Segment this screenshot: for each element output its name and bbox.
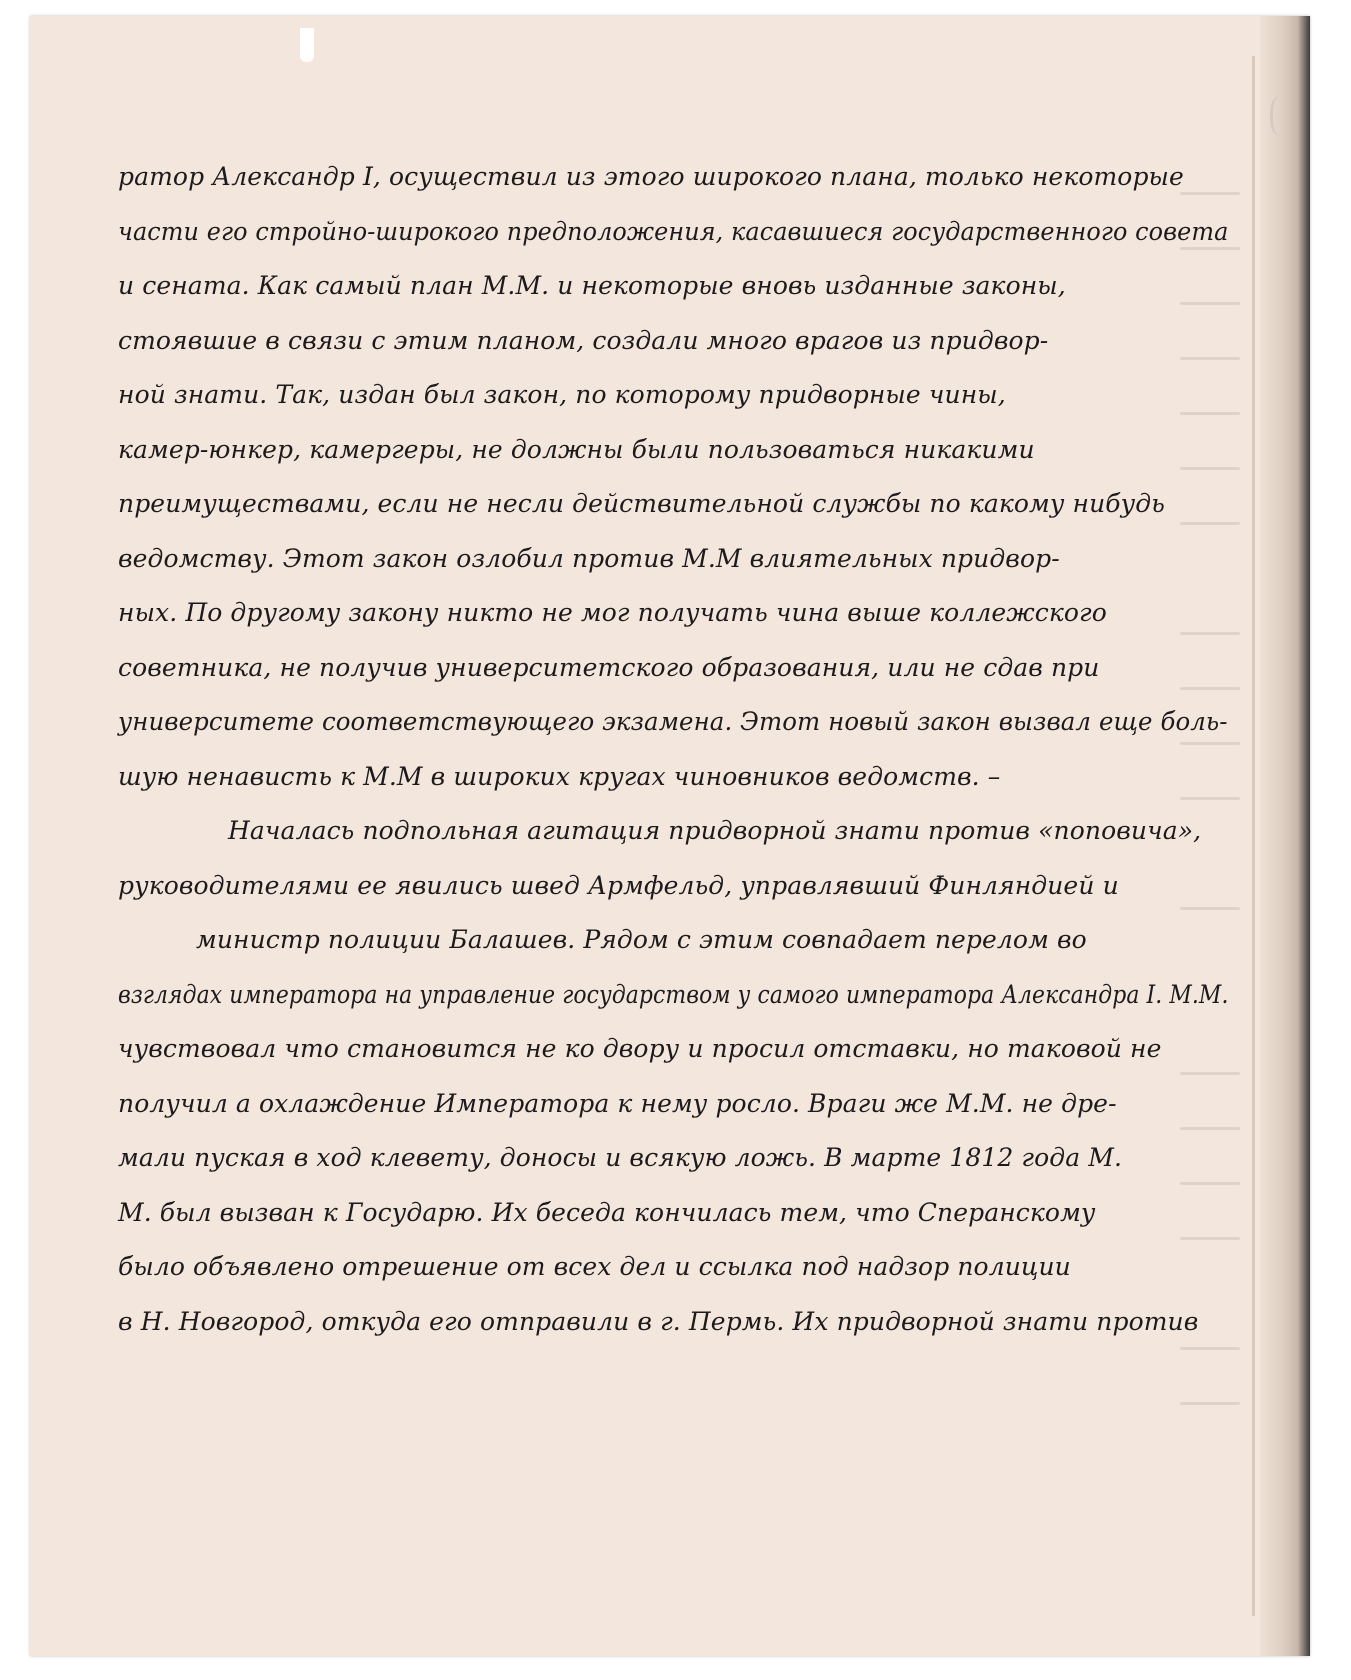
manuscript-line: стоявшие в связи с этим планом, создали много врагов из придвор-: [118, 325, 1049, 355]
handwritten-text-block: [118, 150, 1228, 1349]
manuscript-line: Началась подпольная агитация придворной знати против «поповича»,: [228, 816, 1202, 845]
manuscript-line: части его стройно-широкого предположения, касавшиеся государственного совета: [118, 216, 1229, 246]
manuscript-line: камер-юнкер, камергеры, не должны были пользоваться никакими: [118, 434, 1035, 464]
manuscript-line: М. был вызван к Государю. Их беседа кончилась тем, что Сперанскому: [118, 1197, 1096, 1227]
manuscript-line: университете соответствующего экзамена. Этот новый закон вызвал еще боль-: [118, 707, 1228, 736]
manuscript-line: ных. По другому закону никто не мог получать чина выше коллежского: [118, 598, 1107, 627]
manuscript-line: ной знати. Так, издан был закон, по которому придворные чины,: [118, 380, 1006, 409]
manuscript-line: ратор Александр I, осуществил из этого широкого плана, только некоторые: [118, 162, 1184, 191]
manuscript-line: в Н. Новгород, откуда его отправили в г. Пермь. Их придворной знати против: [118, 1306, 1199, 1336]
manuscript-line: шую ненависть к М.М в широких кругах чиновников ведомств. –: [118, 761, 1001, 791]
manuscript-line: ведомству. Этот закон озлобил против М.М влиятельных придвор-: [118, 543, 1060, 573]
manuscript-line: мали пуская в ход клевету, доносы и всякую ложь. В марте 1812 года М.: [118, 1143, 1123, 1172]
manuscript-line: чувствовал что становится не ко двору и просил отставки, но таковой не: [118, 1034, 1162, 1063]
manuscript-line: руководителями ее явились швед Армфельд, управлявший Финляндией и: [118, 870, 1119, 900]
manuscript-line: советника, не получив университетского образования, или не сдав при: [118, 652, 1100, 682]
manuscript-line: и сената. Как самый план М.М. и некоторые вновь изданные законы,: [118, 271, 1066, 300]
margin-fold: [1252, 56, 1255, 1616]
manuscript-line: взглядах императора на управление государством у самого императора Александра I. М.М.: [118, 979, 1229, 1009]
page-notch: [300, 28, 314, 62]
page-number-bleed: [1270, 96, 1295, 136]
binding-edge: [1260, 16, 1310, 1656]
bleed-through-mark: [1180, 1402, 1240, 1405]
manuscript-line: получил а охлаждение Императора к нему росло. Враги же М.М. не дре-: [118, 1088, 1117, 1118]
manuscript-line: было объявлено отрешение от всех дел и ссылка под надзор полиции: [118, 1252, 1071, 1281]
manuscript-line: министр полиции Балашев. Рядом с этим совпадает перелом во: [196, 925, 1087, 954]
manuscript-line: преимуществами, если не несли действительной службы по какому нибудь: [118, 489, 1165, 518]
